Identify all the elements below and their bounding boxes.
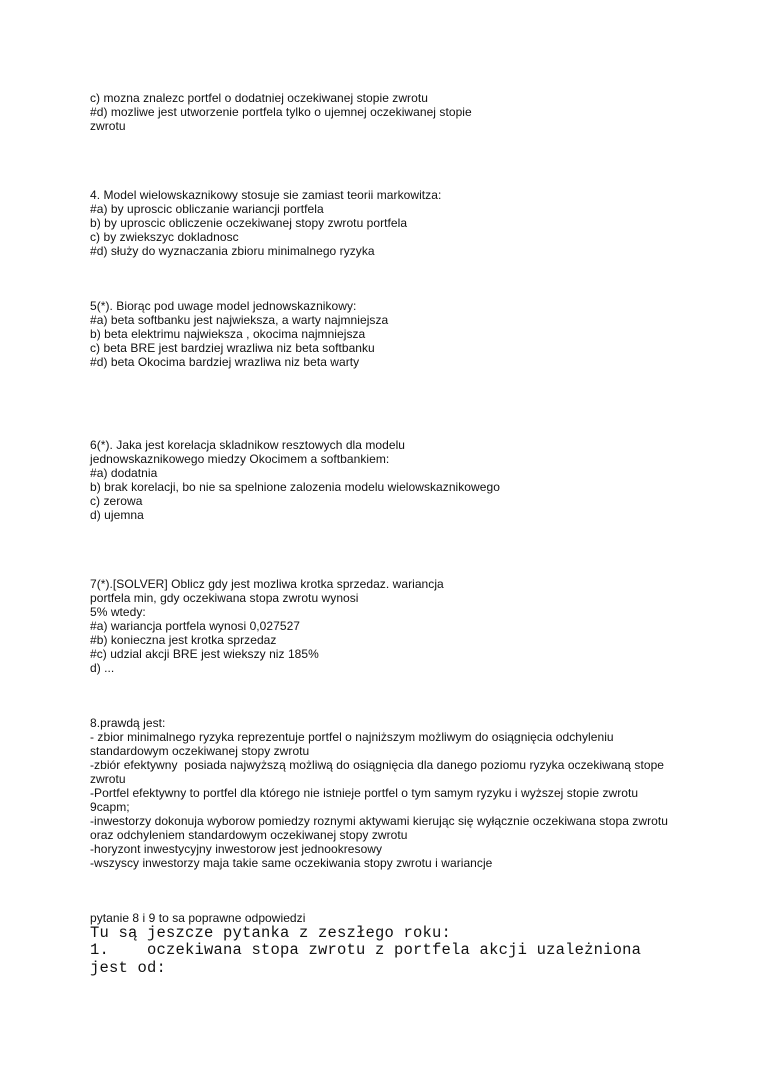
question-8 bbox=[90, 716, 668, 870]
statement-line: standardowym oczekiwanej stopy zwrotu bbox=[90, 744, 310, 758]
answer-c: c) by zwiekszyc dokladnosc bbox=[90, 230, 239, 244]
statement-line: -wszyscy inwestorzy maja takie same oczekiwania stopy zwrotu i wariancje bbox=[90, 856, 493, 870]
statement-line: -horyzont inwestycyjny inwestorow jest jednookresowy bbox=[90, 842, 383, 856]
statement-line: - zbior minimalnego ryzyka reprezentuje portfel o najniższym możliwym do osiągnięcia odchyleniu bbox=[90, 730, 614, 744]
answer-c: c) zerowa bbox=[90, 494, 143, 508]
answer-d-continued: zwrotu bbox=[90, 119, 126, 133]
statement-line: -zbiór efektywny posiada najwyższą możliwą do osiągnięcia dla danego poziomu ryzyka oczekiwaną stope bbox=[90, 758, 665, 772]
answers-note bbox=[90, 911, 305, 925]
question-text: 5(*). Biorąc pod uwage model jednowskaznikowy: bbox=[90, 299, 357, 313]
question-7 bbox=[90, 577, 444, 675]
answer-d: #d) mozliwe jest utworzenie portfela tylko o ujemnej oczekiwanej stopie bbox=[90, 105, 472, 119]
question-text-continued: jest od: bbox=[90, 958, 167, 977]
answer-b: b) by uproscic obliczenie oczekiwanej stopy zwrotu portfela bbox=[90, 216, 408, 230]
question-text: 4. Model wielowskaznikowy stosuje sie zamiast teorii markowitza: bbox=[90, 188, 442, 202]
section-heading: Tu są jeszcze pytanka z zeszłego roku: bbox=[90, 924, 452, 942]
question-3-continuation bbox=[90, 91, 472, 133]
statement-line: zwrotu bbox=[90, 772, 126, 786]
note-text: pytanie 8 i 9 to sa poprawne odpowiedzi bbox=[90, 911, 306, 925]
answer-a: #a) beta softbanku jest najwieksza, a warty najmniejsza bbox=[90, 313, 389, 327]
question-text: 8.prawdą jest: bbox=[90, 716, 166, 730]
question-text: 1. oczekiwana stopa zwrotu z portfela akcji uzależniona bbox=[90, 941, 642, 960]
answer-c: c) beta BRE jest bardziej wrazliwa niz beta softbanku bbox=[90, 341, 375, 355]
answer-a: #a) by uproscic obliczanie wariancji portfela bbox=[90, 202, 324, 216]
answer-c: c) mozna znalezc portfel o dodatniej oczekiwanej stopie zwrotu bbox=[90, 91, 428, 105]
question-text-continued: jednowskaznikowego miedzy Okocimem a softbankiem: bbox=[90, 452, 390, 466]
question-text: 6(*). Jaka jest korelacja skladnikow resztowych dla modelu bbox=[90, 438, 406, 452]
answer-b: b) brak korelacji, bo nie sa spelnione zalozenia modelu wielowskaznikowego bbox=[90, 480, 500, 494]
answer-d: d) ... bbox=[90, 661, 115, 675]
statement-line: oraz odchyleniem standardowym oczekiwanej stopy zwrotu bbox=[90, 828, 408, 842]
answer-d: #d) beta Okocima bardziej wrazliwa niz beta warty bbox=[90, 355, 360, 369]
answer-d: d) ujemna bbox=[90, 508, 144, 522]
question-text: 7(*).[SOLVER] Oblicz gdy jest mozliwa krotka sprzedaz. wariancja bbox=[90, 577, 444, 591]
answer-a: #a) wariancja portfela wynosi 0,027527 bbox=[90, 619, 301, 633]
answer-c: #c) udzial akcji BRE jest wiekszy niz 185% bbox=[90, 647, 319, 661]
answer-d: #d) służy do wyznaczania zbioru minimalnego ryzyka bbox=[90, 244, 375, 258]
answer-b: b) beta elektrimu najwieksza , okocima najmniejsza bbox=[90, 327, 366, 341]
statement-line: -Portfel efektywny to portfel dla którego nie istnieje portfel o tym samym ryzyku i wyższej stopie zwrotu bbox=[90, 786, 639, 800]
question-6 bbox=[90, 438, 500, 522]
last-year-questions bbox=[90, 925, 641, 977]
question-text-continued: portfela min, gdy oczekiwana stopa zwrotu wynosi bbox=[90, 591, 359, 605]
answer-b: #b) konieczna jest krotka sprzedaz bbox=[90, 633, 277, 647]
question-text-continued: 5% wtedy: bbox=[90, 605, 146, 619]
question-5 bbox=[90, 299, 388, 369]
statement-line: -inwestorzy dokonuja wyborow pomiedzy roznymi aktywami kierując się wyłącznie oczekiwana stopa zwrotu bbox=[90, 814, 668, 828]
question-4 bbox=[90, 188, 441, 258]
statement-line: 9capm; bbox=[90, 800, 130, 814]
answer-a: #a) dodatnia bbox=[90, 466, 158, 480]
